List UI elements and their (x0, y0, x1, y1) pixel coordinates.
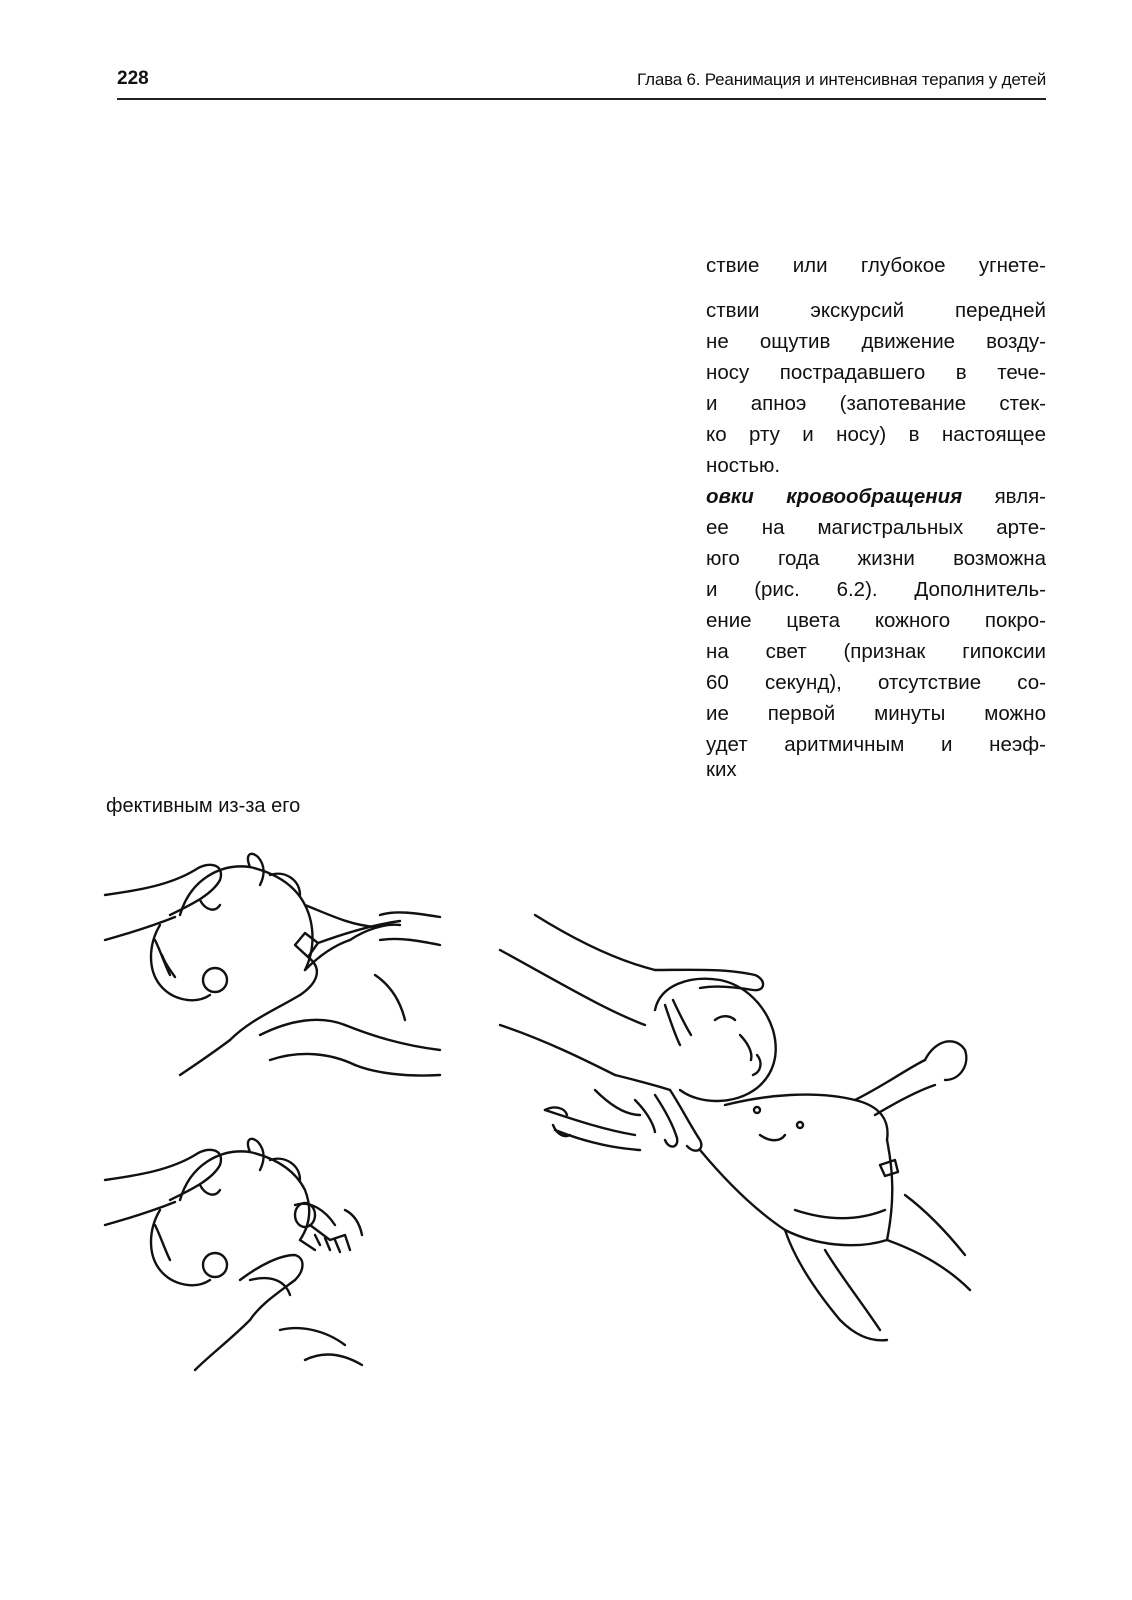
carotid-pulse-illustration-bottom (100, 1130, 365, 1375)
text-line: ение цвета кожного покро- (706, 609, 1046, 632)
running-title: Глава 6. Реанимация и интенсивная терапия у детей (637, 70, 1046, 89)
text-line: и апноэ (запотевание стек- (706, 392, 1046, 415)
page-number: 228 (117, 68, 149, 89)
text-line-cut: ких (706, 758, 737, 781)
text-line: ностью. (706, 454, 781, 477)
text-line: ствие или глубокое угнете- (706, 254, 1046, 277)
text-line: удет аритмичным и неэф- (706, 733, 1046, 756)
text-line: и (рис. 6.2). Дополнитель- (706, 578, 1046, 601)
text-line: не ощутив движение возду- (706, 330, 1046, 353)
text-line: ее на магистральных арте- (706, 516, 1046, 539)
text-line: ие первой минуты можно (706, 702, 1046, 725)
text-line: юго года жизни возможна (706, 547, 1046, 570)
text-line: ствии экскурсий передней (706, 299, 1046, 322)
text-line: 60 секунд), отсутствие со- (706, 671, 1046, 694)
emphasis-term: овки кровообращения (706, 485, 963, 508)
carotid-pulse-illustration-top (100, 845, 445, 1090)
text-line (706, 481, 1046, 512)
cut-text-fragment: фективным из-за его (106, 795, 301, 817)
text-line: на свет (признак гипоксии (706, 640, 1046, 663)
text-line: ко рту и носу) в настоящее (706, 423, 1046, 446)
text-line: носу пострадавшего в тече- (706, 361, 1046, 384)
text-fragment: явля- (962, 485, 1046, 508)
running-header (117, 68, 1046, 100)
body-text-column (706, 250, 1046, 781)
brachial-pulse-infant-illustration (495, 910, 975, 1350)
